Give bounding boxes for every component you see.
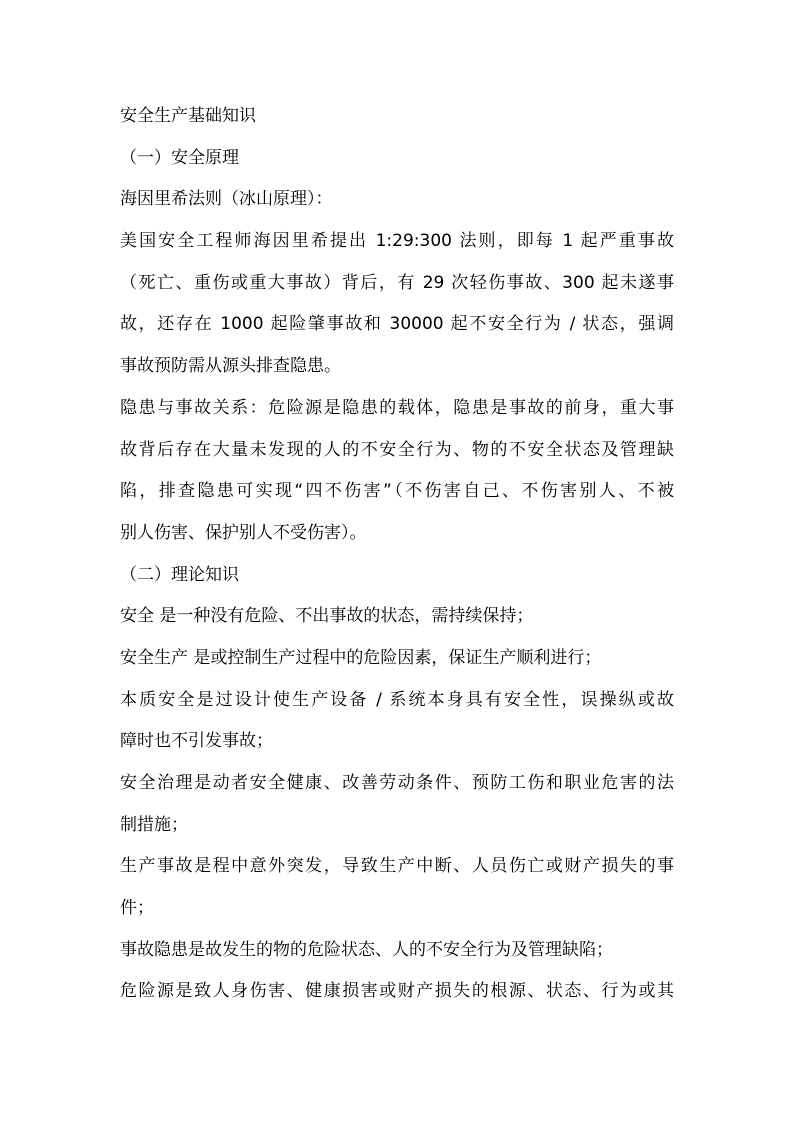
definition-line: 件； <box>120 898 154 919</box>
heinrich-law-heading: 海因里希法则（冰山原理）： <box>120 189 333 210</box>
paragraph-line: （死亡、重伤或重大事故）背后，有 29 次轻伤事故、300 起未遂事 <box>120 272 674 293</box>
section-heading-theory: （二）理论知识 <box>120 564 239 585</box>
definition-line: 生产事故是程中意外突发，导致生产中断、人员伤亡或财产损失的事 <box>120 856 674 877</box>
definition-line: 安全生产 是或控制生产过程中的危险因素，保证生产顺利进行； <box>120 647 602 668</box>
document-title: 安全生产基础知识 <box>120 106 256 126</box>
definition-line: 障时也不引发事故； <box>120 731 273 752</box>
document-body <box>120 96 674 1013</box>
definition-line: 事故隐患是故发生的物的危险状态、人的不安全行为及管理缺陷； <box>120 939 613 960</box>
paragraph-line: 陷，排查隐患可实现“四不伤害”（不伤害自己、不伤害别人、不被 <box>120 481 674 502</box>
paragraph-line: 故，还存在 1000 起险肇事故和 30000 起不安全行为 / 状态，强调 <box>120 314 674 335</box>
paragraph-line: 美国安全工程师海因里希提出 1:29:300 法则，即每 1 起严重事故 <box>120 231 674 252</box>
definition-line: 危险源是致人身伤害、健康损害或财产损失的根源、状态、行为或其 <box>120 981 674 1002</box>
definition-line: 制措施； <box>120 814 188 835</box>
paragraph-line: 隐患与事故关系：危险源是隐患的载体，隐患是事故的前身，重大事 <box>120 397 674 418</box>
paragraph-line: 故背后存在大量未发现的人的不安全行为、物的不安全状态及管理缺 <box>120 439 674 460</box>
definition-line: 本质安全是过设计使生产设备 / 系统本身具有安全性，误操纵或故 <box>120 689 674 710</box>
paragraph-line: 事故预防需从源头排查隐患。 <box>120 356 341 377</box>
section-heading-safety-principles: （一）安全原理 <box>120 147 239 168</box>
paragraph-line: 别人伤害、保护别人不受伤害）。 <box>120 522 367 543</box>
definition-line: 安全 是一种没有危险、不出事故的状态，需持续保持； <box>120 606 534 627</box>
definition-line: 安全治理是动者安全健康、改善劳动条件、预防工伤和职业危害的法 <box>120 773 674 793</box>
